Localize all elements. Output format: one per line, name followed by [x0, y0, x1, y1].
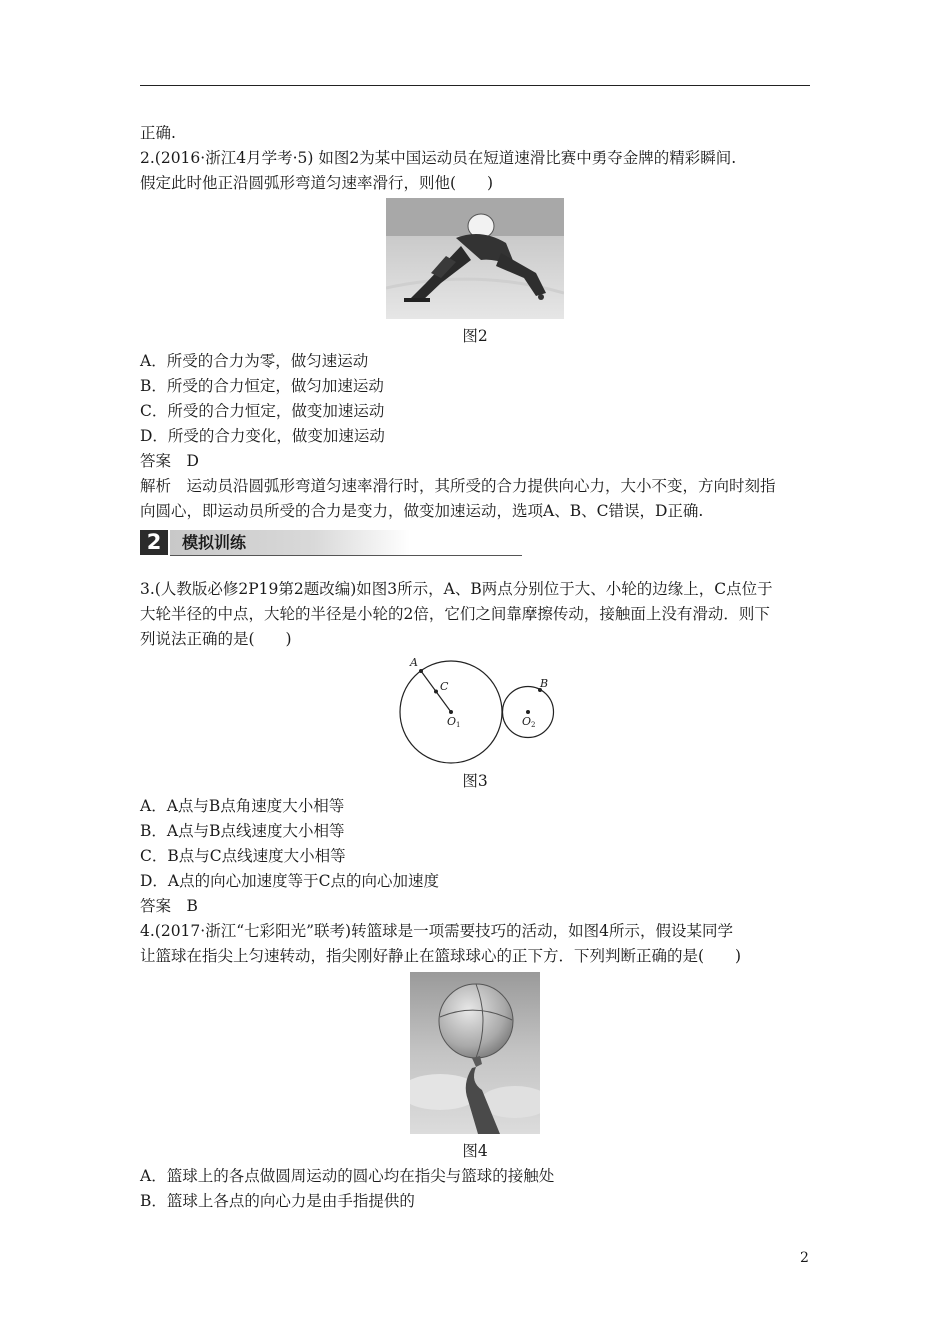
question-3-stem-end: 列说法正确的是( ) — [140, 630, 292, 648]
label-a: A — [410, 656, 418, 669]
q2-option-a: A．所受的合力为零，做匀速运动 — [140, 352, 369, 370]
label-o1: O1 — [447, 715, 461, 729]
q4-option-a: A．篮球上的各点做圆周运动的圆心均在指尖与篮球的接触处 — [140, 1167, 555, 1185]
question-3-stem-cont: 大轮半径的中点，大轮的半径是小轮的2倍，它们之间靠摩擦传动，接触面上没有滑动．则下 — [140, 605, 770, 623]
text-line: 正确. — [140, 124, 176, 142]
point-o1 — [449, 710, 453, 714]
q4-option-b: B．篮球上各点的向心力是由手指提供的 — [140, 1192, 415, 1210]
section-title: 模拟训练 — [182, 533, 247, 552]
section-rule — [170, 555, 522, 556]
question-4-stem-cont: 让篮球在指尖上匀速转动，指尖刚好静止在篮球球心的正下方．下列判断正确的是( ) — [140, 947, 742, 965]
point-o2 — [526, 710, 530, 714]
q3-option-a: A．A点与B点角速度大小相等 — [140, 797, 345, 815]
figure-2-caption: 图2 — [462, 327, 488, 345]
question-4-stem: 4.(2017·浙江“七彩阳光”联考)转篮球是一项需要技巧的活动，如图4所示，假设某同学 — [140, 922, 733, 940]
label-c: C — [440, 680, 449, 693]
q2-option-c: C．所受的合力恒定，做变加速运动 — [140, 402, 385, 420]
skater-photo — [386, 198, 564, 319]
basketball-photo — [410, 972, 540, 1134]
section-header — [140, 530, 522, 555]
question-2-stem-cont: 假定此时他正沿圆弧形弯道匀速率滑行，则他( ) — [140, 174, 494, 192]
point-c — [434, 690, 438, 694]
question-2-stem: 2.(2016·浙江4月学考·5) 如图2为某中国运动员在短道速滑比赛中勇夺金牌的精彩瞬间. — [140, 149, 737, 167]
label-b: B — [540, 677, 549, 690]
page-number: 2 — [800, 1250, 809, 1266]
figure-4-caption: 图4 — [462, 1142, 488, 1160]
q2-option-b: B．所受的合力恒定，做匀加速运动 — [140, 377, 384, 395]
q2-analysis-cont: 向圆心，即运动员所受的合力是变力，做变加速运动，选项A、B、C错误，D正确. — [140, 502, 704, 520]
q3-option-b: B．A点与B点线速度大小相等 — [140, 822, 345, 840]
q3-option-d: D．A点的向心加速度等于C点的向心加速度 — [140, 872, 439, 890]
point-a — [419, 669, 423, 673]
label-o2: O2 — [522, 715, 536, 729]
section-number: 2 — [140, 530, 168, 555]
q3-answer: 答案 B — [140, 897, 198, 915]
q2-option-d: D．所受的合力变化，做变加速运动 — [140, 427, 385, 445]
figure-3-caption: 图3 — [462, 772, 488, 790]
q2-answer: 答案 D — [140, 452, 199, 470]
q2-analysis: 解析 运动员沿圆弧形弯道匀速率滑行时，其所受的合力提供向心力，大小不变，方向时刻指 — [140, 477, 776, 495]
header-rule — [140, 85, 810, 86]
question-3-stem: 3.(人教版必修2P19第2题改编)如图3所示，A、B两点分别位于大、小轮的边缘上，C点位于 — [140, 580, 773, 598]
q3-option-c: C．B点与C点线速度大小相等 — [140, 847, 346, 865]
wheels-diagram — [390, 650, 565, 765]
